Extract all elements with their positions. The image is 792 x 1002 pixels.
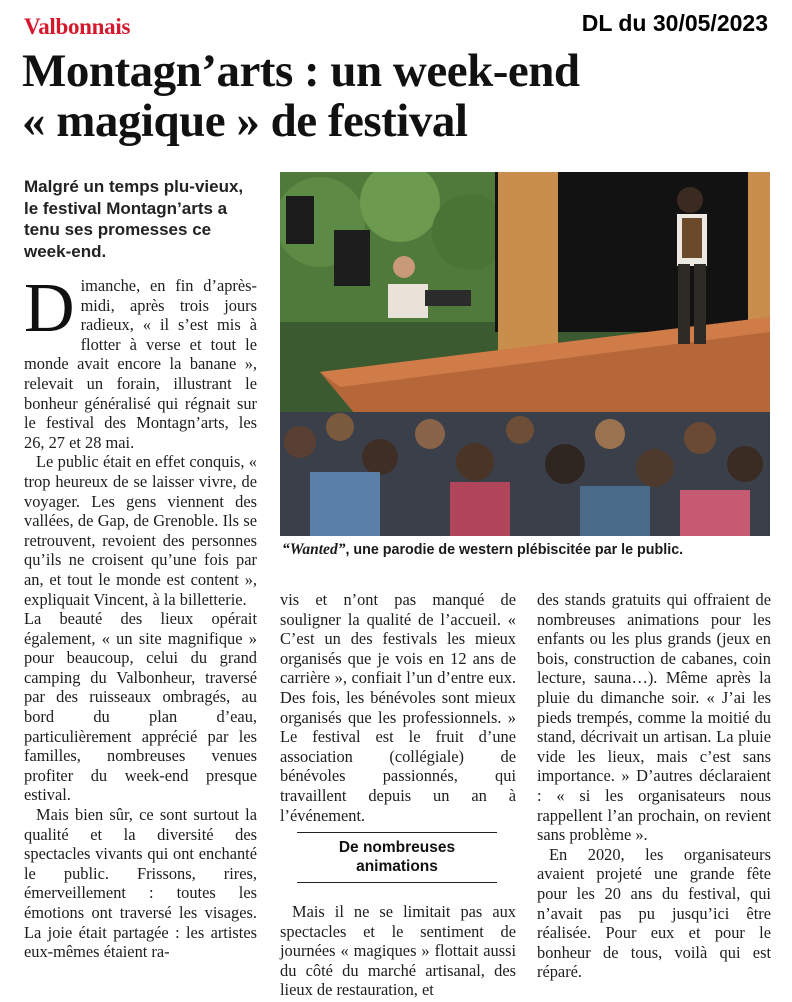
- section-tag: Valbonnais: [24, 14, 131, 39]
- photo-caption: [282, 541, 772, 559]
- source-date-label: DL du 30/05/2023: [581, 10, 768, 36]
- caption-title: “Wanted”: [282, 541, 346, 558]
- paragraph-6: Mais il ne se limitait pas aux spectacles et le sentiment de journées « magiques » flottait aussi du côté du marché artisanal, des lieux de restauration, et: [280, 902, 516, 1000]
- drop-cap: D: [24, 270, 75, 347]
- headline-line-1: Montagn’arts : un week-end: [22, 45, 580, 97]
- paragraph-3: La beauté des lieux opérait également, « un site magnifique » pour beaucoup, celui du grand camping du Valbonheur, traversé par des ruisseaux ombragés, au bord du plan d’eau, particulièrement apprécié par les familles, nombreuses venues profiter du week-end presque estival.: [24, 609, 257, 805]
- article-column-2-bottom: [280, 902, 516, 1000]
- chapo-lead: Malgré un temps plu-vieux, le festival Montagn’arts a tenu ses promesses ce week-end.: [24, 177, 244, 261]
- intertitle: De nombreuses animations: [297, 832, 497, 883]
- caption-text: , une parodie de western plébiscitée par le public.: [345, 542, 684, 558]
- article-column-1: [24, 270, 257, 962]
- paragraph-5: vis et n’ont pas manqué de souligner la qualité de l’accueil. « C’est un des festivals les mieux organisés que je vois en 12 ans de carrière », confiait l’un d’entre eux. Des fois, les bénévoles sont mieux organisés que les professionnels. » Le festival est le fruit d’une association (collégiale) de bénévoles passionnés, qui travaillent depuis un an à l’événement.: [280, 590, 516, 825]
- article-column-2: [280, 590, 516, 825]
- headline: [22, 46, 782, 146]
- festival-photo: [280, 172, 770, 536]
- paragraph-2: Le public était en effet conquis, « trop heureux de se laisser vivre, de voyager. Les gens viennent des vallées, de Gap, de Grenoble. Ils se retrouvent, revoient des personnes qu’ils ne croisent qu’une fois par an, et tout le monde est content », expliquait Vincent, à la billetterie.: [24, 452, 257, 609]
- paragraph-1: [24, 270, 257, 452]
- article-column-3: [537, 590, 771, 982]
- paragraph-1-text: imanche, en fin d’après-midi, après trois jours radieux, « il s’est mis à flotter à verse et tout le monde avait encore la banane », relevait un forain, illustrant le bonheur généralisé qui régnait sur le festival des Montagn’arts, les 26, 27 et 28 mai.: [24, 276, 257, 452]
- paragraph-7: des stands gratuits qui offraient de nombreuses animations pour les enfants ou les plus grands (jeux en bois, construction de cabanes, coin lecture, sauna…). Même après la pluie du dimanche soir. « J’ai les pieds trempés, comme la moitié du stand, décrivait un artisan. La pluie vide les lieux, mais c’est sans importance. » D’autres déclaraient : « si les organisateurs nous rappellent l’an prochain, on revient sans problème ».: [537, 590, 771, 845]
- paragraph-4: Mais bien sûr, ce sont surtout la qualité et la diversité des spectacles vivants qui ont enchanté le public. Frissons, rires, émerveillement : toutes les émotions ont traversé les visages. La joie était partagée : les artistes eux-mêmes étaient ra-: [24, 805, 257, 962]
- headline-line-2: « magique » de festival: [22, 95, 468, 147]
- paragraph-8: En 2020, les organisateurs avaient projeté une grande fête pour les 20 ans du festival, qui n’avait pas pu jusqu’ici être réalisée. Pour eux et pour le bonheur de tous, voilà qui est réparé.: [537, 844, 771, 982]
